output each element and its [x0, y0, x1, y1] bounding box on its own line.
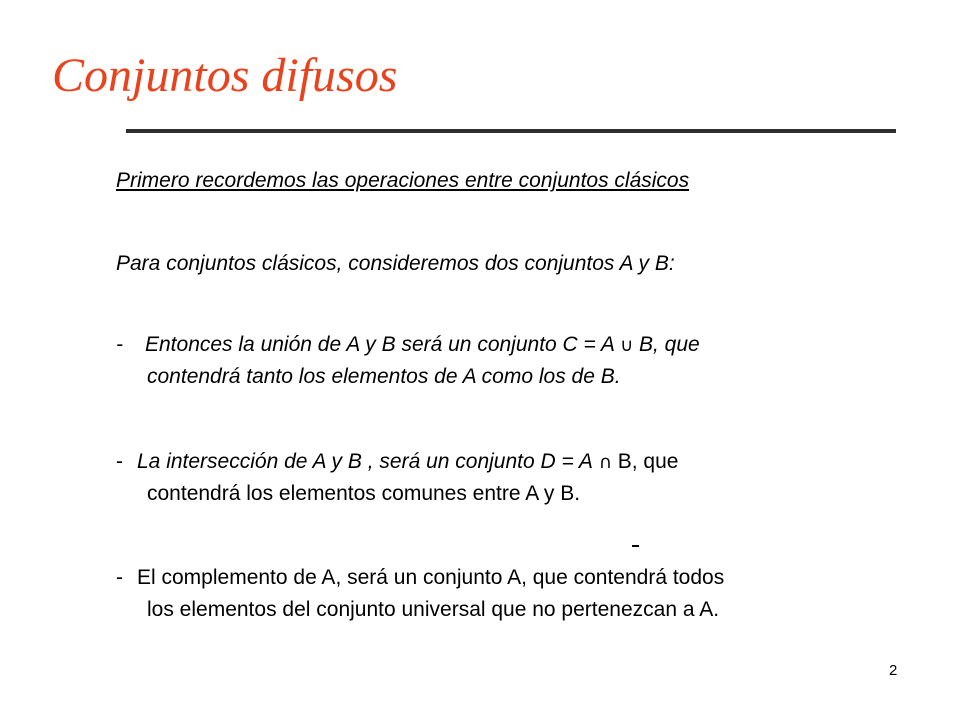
intersection-text-end: B, que: [617, 450, 679, 473]
title-divider: [126, 129, 896, 133]
intersection-bullet: [116, 449, 678, 476]
union-symbol: ∪: [619, 335, 634, 356]
complement-overbar: [632, 545, 639, 547]
intersection-symbol: ∩: [598, 452, 612, 473]
slide-title: Conjuntos difusos: [52, 49, 398, 102]
complement-text: El complemento de A, será un conjunto A, que contendrá todos: [137, 566, 725, 589]
intro-text: Para conjuntos clásicos, consideremos dos conjuntos A y B:: [116, 252, 675, 275]
union-dash: -: [116, 333, 123, 356]
complement-dash: -: [116, 566, 123, 589]
intersection-text-line2: contendrá los elementos comunes entre A y B.: [147, 482, 581, 505]
section-heading: Primero recordemos las operaciones entre conjuntos clásicos: [116, 169, 690, 192]
page-number: 2: [889, 662, 898, 679]
intersection-text: La intersección de A y B , será un conjunto D = A: [137, 450, 593, 473]
union-bullet: [116, 332, 700, 359]
union-text: Entonces la unión de A y B será un conjunto C = A: [145, 333, 615, 356]
complement-bullet: [116, 565, 724, 591]
complement-text-line2: los elementos del conjunto universal que no pertenezcan a A.: [147, 598, 720, 621]
union-text-end: B, que: [638, 333, 700, 356]
intersection-dash: -: [116, 450, 123, 473]
union-text-line2: contendrá tanto los elementos de A como los de B.: [147, 365, 621, 388]
